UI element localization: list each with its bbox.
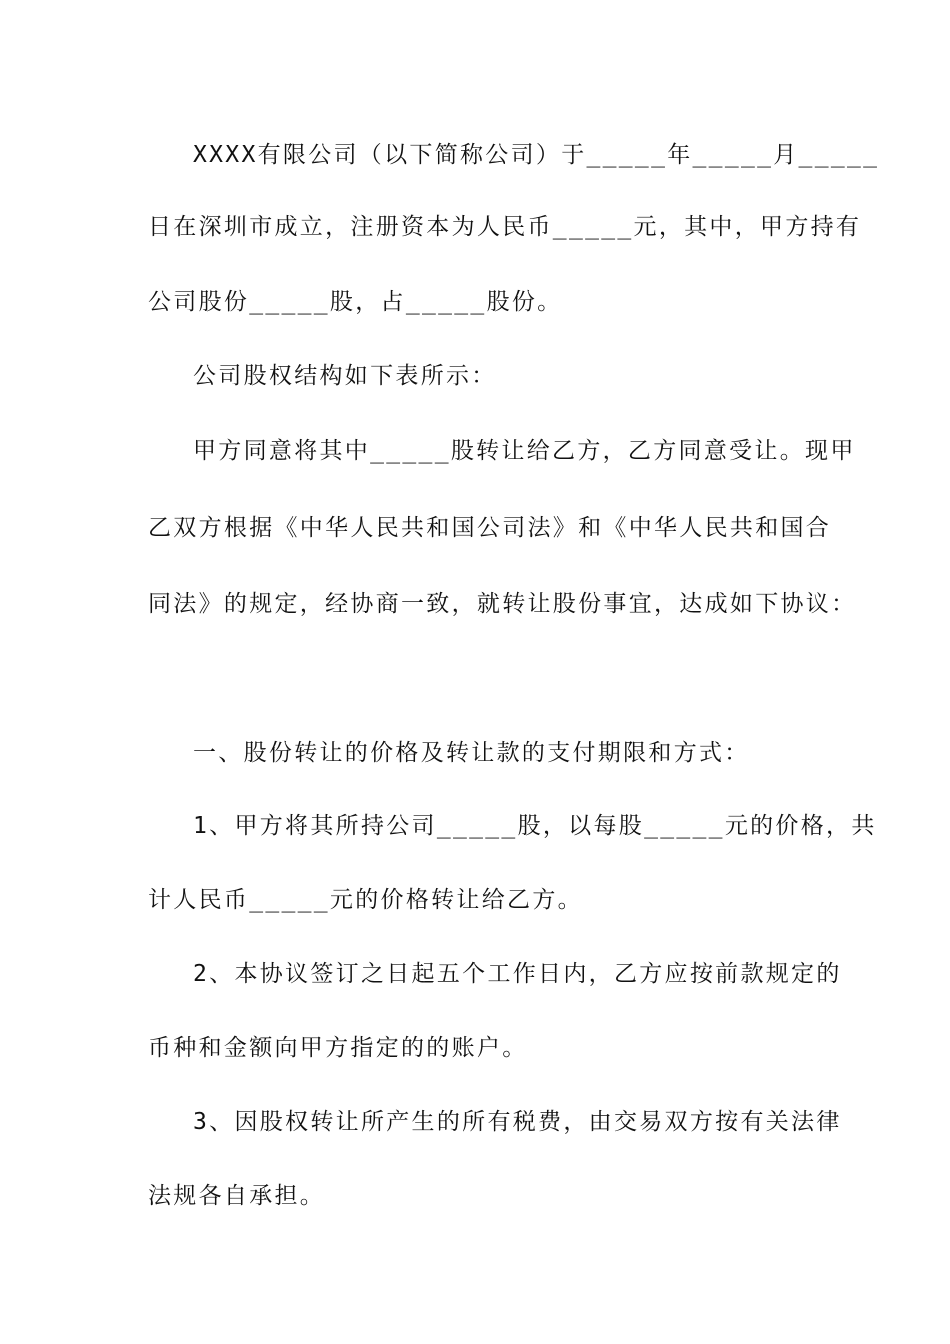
clause-3-line-1: 3、因股权转让所产生的所有税费，由交易双方按有关法律 <box>193 1109 842 1135</box>
paragraph-transfer-line-3: 同法》的规定，经协商一致，就转让股份事宜，达成如下协议： <box>148 591 857 617</box>
clause-2-line-2: 币种和金额向甲方指定的的账户。 <box>148 1035 528 1061</box>
clause-3-line-2: 法规各自承担。 <box>148 1183 326 1209</box>
paragraph-company-line-2: 日在深圳市成立，注册资本为人民币_____元，其中，甲方持有 <box>148 214 862 240</box>
paragraph-company-line-1: XXXX有限公司（以下简称公司）于_____年_____月_____ <box>193 142 880 168</box>
clause-2-line-1: 2、本协议签订之日起五个工作日内，乙方应按前款规定的 <box>193 961 842 987</box>
section-heading-price-payment: 一、股份转让的价格及转让款的支付期限和方式： <box>193 740 750 766</box>
paragraph-equity-structure: 公司股权结构如下表所示： <box>193 363 497 389</box>
clause-1-line-2: 计人民币_____元的价格转让给乙方。 <box>148 887 583 913</box>
paragraph-company-line-3: 公司股份_____股，占_____股份。 <box>148 289 563 315</box>
paragraph-transfer-line-2: 乙双方根据《中华人民共和国公司法》和《中华人民共和国合 <box>148 515 832 541</box>
paragraph-transfer-line-1: 甲方同意将其中_____股转让给乙方，乙方同意受让。现甲 <box>193 438 856 464</box>
clause-1-line-1: 1、甲方将其所持公司_____股，以每股_____元的价格，共 <box>193 813 877 839</box>
